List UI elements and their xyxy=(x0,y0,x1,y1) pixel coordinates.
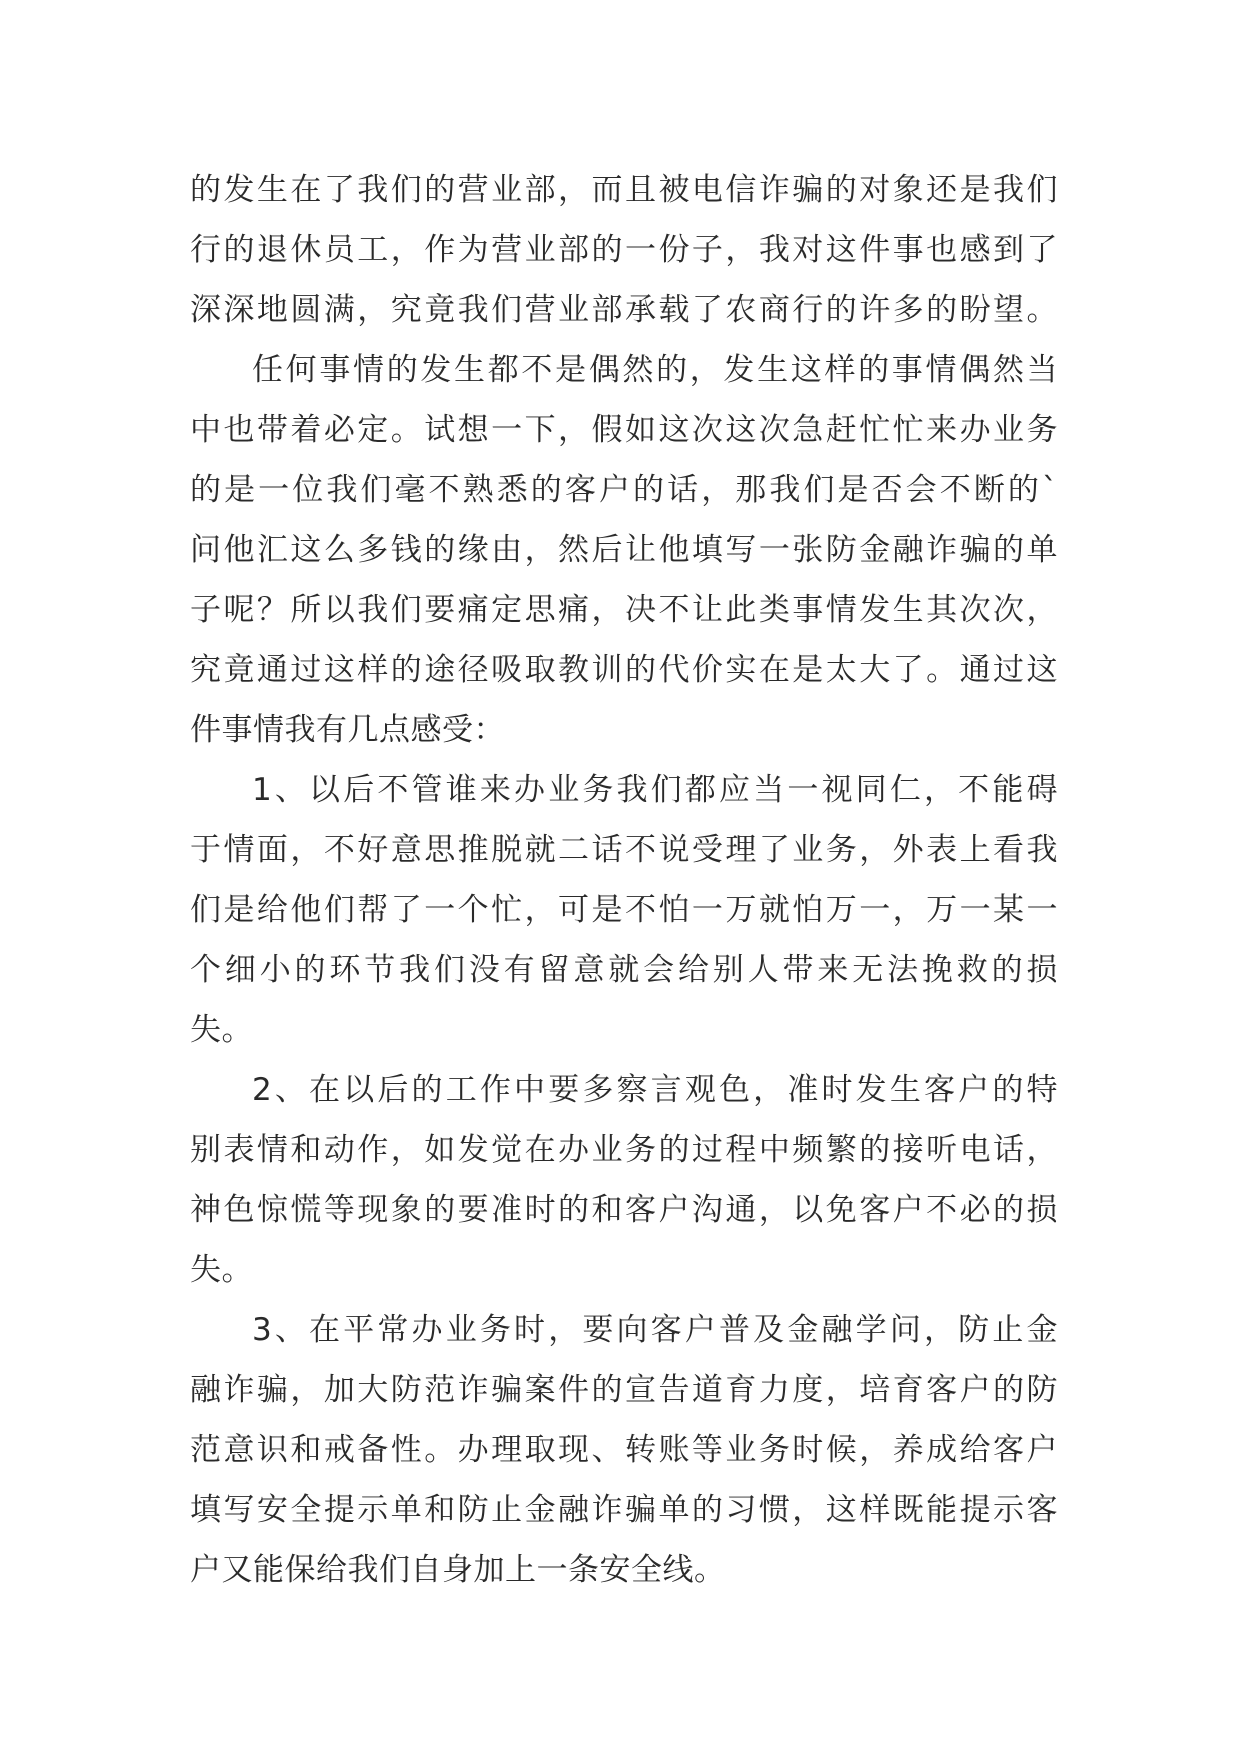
text-line: 别表情和动作，如发觉在办业务的过程中频繁的接听电话， xyxy=(190,1132,1058,1168)
text-line: 究竟通过这样的途径吸取教训的代价实在是太大了。通过这 xyxy=(190,652,1058,688)
text-line: 失。 xyxy=(190,1012,253,1048)
text-line: 范意识和戒备性。办理取现、转账等业务时候，养成给客户 xyxy=(190,1432,1058,1468)
text-line: 填写安全提示单和防止金融诈骗单的习惯，这样既能提示客 xyxy=(190,1492,1058,1528)
text-line: 问他汇这么多钱的缘由，然后让他填写一张防金融诈骗的单 xyxy=(190,532,1058,568)
text-line: 行的退休员工，作为营业部的一份子，我对这件事也感到了 xyxy=(190,232,1058,268)
text-line: 于情面，不好意思推脱就二话不说受理了业务，外表上看我 xyxy=(190,832,1058,868)
text-line: 子呢？所以我们要痛定思痛，决不让此类事情发生其次次， xyxy=(190,592,1058,628)
list-item-2-start: 2、在以后的工作中要多察言观色，准时发生客户的特 xyxy=(252,1072,1058,1108)
text-line: 户又能保给我们自身加上一条安全线。 xyxy=(190,1552,726,1588)
text-line: 个细小的环节我们没有留意就会给别人带来无法挽救的损 xyxy=(190,952,1058,988)
text-line: 的发生在了我们的营业部，而且被电信诈骗的对象还是我们 xyxy=(190,172,1058,208)
list-item-1-start: 1、以后不管谁来办业务我们都应当一视同仁，不能碍 xyxy=(252,772,1058,808)
list-item-3-start: 3、在平常办业务时，要向客户普及金融学问，防止金 xyxy=(252,1312,1058,1348)
text-line: 中也带着必定。试想一下，假如这次这次急赶忙忙来办业务 xyxy=(190,412,1058,448)
text-line: 件事情我有几点感受： xyxy=(190,712,505,748)
text-line: 们是给他们帮了一个忙，可是不怕一万就怕万一，万一某一 xyxy=(190,892,1058,928)
text-line: 失。 xyxy=(190,1252,253,1288)
text-line: 深深地圆满，究竟我们营业部承载了农商行的许多的盼望。 xyxy=(190,292,1058,328)
paragraph-start-line: 任何事情的发生都不是偶然的，发生这样的事情偶然当 xyxy=(252,352,1058,388)
text-line: 神色惊慌等现象的要准时的和客户沟通，以免客户不必的损 xyxy=(190,1192,1058,1228)
text-line: 融诈骗，加大防范诈骗案件的宣告道育力度，培育客户的防 xyxy=(190,1372,1058,1408)
document-body xyxy=(190,160,1058,1600)
text-line: 的是一位我们毫不熟悉的客户的话，那我们是否会不断的` xyxy=(190,472,1058,508)
